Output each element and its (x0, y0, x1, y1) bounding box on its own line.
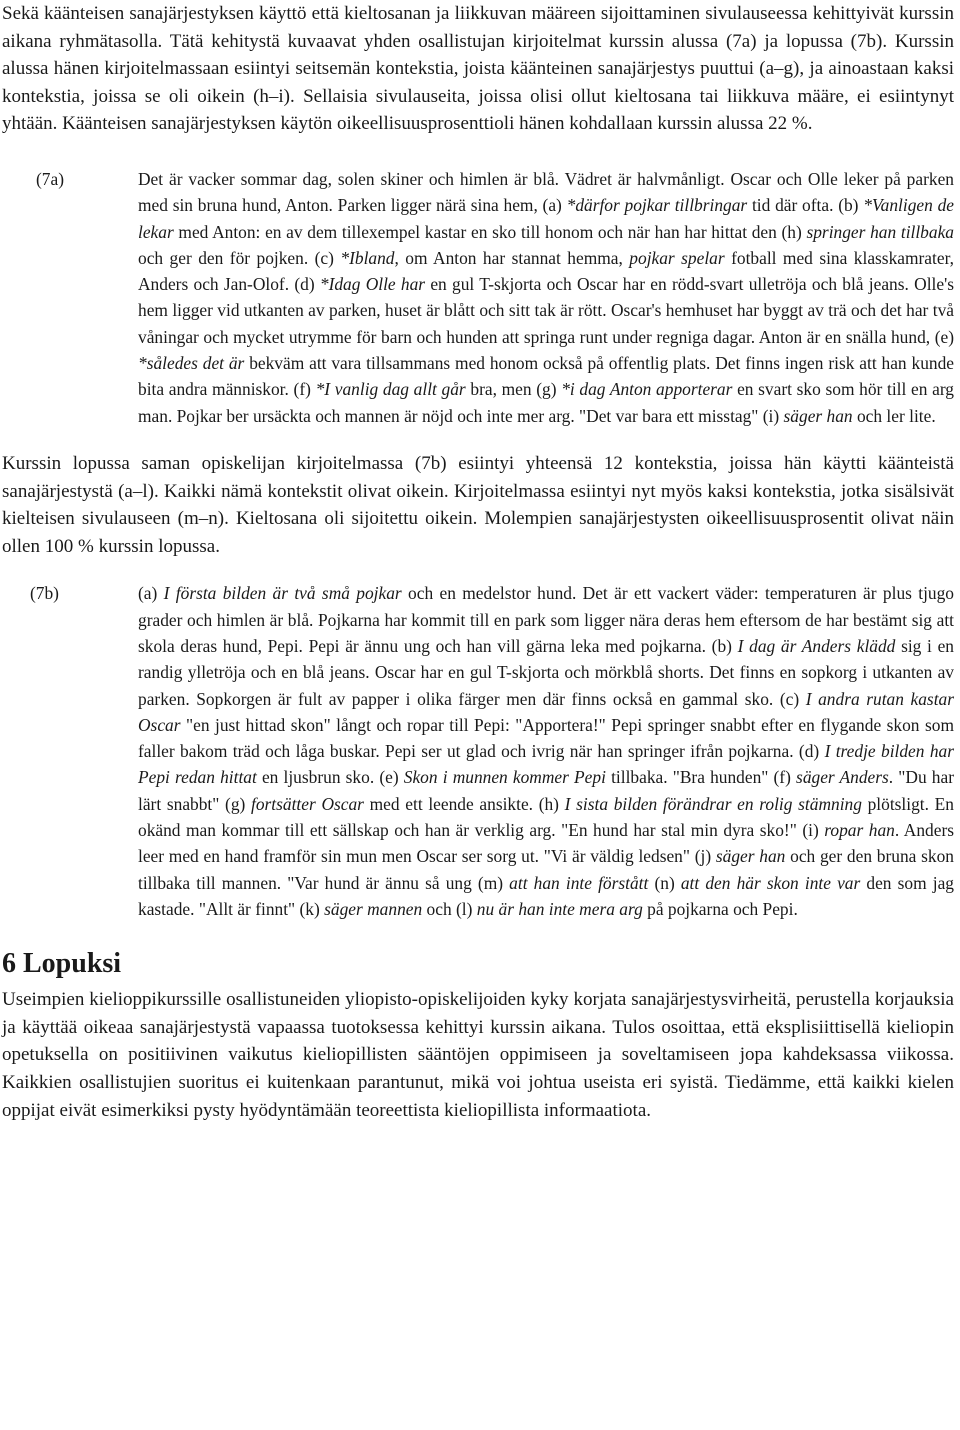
example-7a (36, 166, 955, 429)
example-7b-label: (7b) (30, 583, 59, 604)
example-7a-text: Det är vacker sommar dag, solen skiner och himlen är blå. Vädret är halvmånligt. Oscar och Olle leker på parken med sin bruna hund, Anton. Parken ligger närä sina hem, (a) *därfor pojkar tillbringar tid där ofta. (b) *Vanligen de lekar med Anton: en av dem tillexempel kastar en sko till honom och när han har hittat den (h) springer han tillbaka och ger den för pojken. (c) *Ibland, om Anton har stannat hemma, pojkar spelar fotball med sina klasskamrater, Anders och Jan-Olof. (d) *Idag Olle har en gul T-skjorta och Oscar har en rödd-svart ulletröja och blå jeans. Olle's hem ligger vid utkanten av parken, huset är blått och sitt tak är rött. Oscar's hemhuset har byggt av trä och det har två våningar och mycket utrymme för barn och hunden att springa runt under regniga dagar. Anton är en snälla hund, (e) *således det är bekväm att vara tillsammans med honom också på offentlig plats. Det finns ingen risk att han kunde bita andra människor. (f) *I vanlig dag allt går bra, men (g) *i dag Anton apporterar en svart sko som hör till en arg man. Pojkar ber ursäckta och mannen är nöjd och inte mer arg. "Det var bara ett misstag" (i) säger han och ler lite. (138, 168, 955, 426)
example-7b (30, 580, 955, 922)
paragraph-course-end: Kurssin lopussa saman opiskelijan kirjoitelmassa (7b) esiintyi yhteensä 12 kontekstia, joissa hän käytti käänteistä sanajärjestystä (a–l). Kaikki nämä kontekstit olivat oikein. Kirjoitelmassa esiintyi nyt myös kaksi kontekstia, jotka sisälsivät kielteisen sivulauseen (m–n). Kieltosana oli sijoitettu oikein. Molempien sanajärjestysten oikeellisuusprosentit olivat näin ollen 100 % kurssin lopussa. (2, 452, 954, 557)
section-heading: 6 Lopuksi (2, 948, 122, 980)
paragraph-conclusion: Useimpien kielioppikurssille osallistuneiden yliopisto-opiskelijoiden kyky korjata sanajärjestysvirheitä, perustella korjauksia ja käyttää oikeaa sanajärjestystä vapaassa tuotoksessa kehittyi kurssin aikana. Tulos osoittaa, että eksplisiittisellä kieliopin opetuksella on positiivinen vaikutus kieliopillisten sääntöjen oppimiseen ja soveltamiseen jopa kahdeksassa viikossa. Kaikkien osallistujien suoritus ei kuitenkaan parantunut, mikä voi johtua useista eri syistä. Tiedämme, että kaikki kielen oppijat eivät esimerkiksi pysty hyödyntämään teoreettista kieliopillista informaatiota. (2, 989, 954, 1121)
paragraph-intro: Sekä käänteisen sanajärjestyksen käyttö että kieltosanan ja liikkuvan määreen sijoittaminen sivulauseessa kehittyivät kurssin aikana ryhmätasolla. Tätä kehitystä kuvaavat yhden osallistujan kirjoitelmat kurssin alussa (7a) ja lopussa (7b). Kurssin alussa hänen kirjoitelmassaan esiintyi seitsemän kontekstia, joista käänteinen sanajärjestys puuttui (a–g), ja ainoastaan kaksi kontekstia, joissa se oli oikein (h–i). Sellaisia sivulauseita, joissa olisi ollut kieltosana tai liikkuva määre, ei esiintynyt yhtään. Käänteisen sanajärjestyksen käytön oikeellisuusprosenttioli hänen kohdallaan kurssin alussa 22 %. (2, 3, 954, 135)
example-7b-text: (a) I första bilden är två små pojkar och en medelstor hund. Det är ett vackert väder: temperaturen är plus tjugo grader och himlen är blå. Pojkarna har kommit till en park som ligger nära deras hem eftersom de har bestämt sig att skola deras hund, Pepi. Pepi är ännu ung och han vill gärna leka med pojkarna. (b) I dag är Anders klädd sig i en randig ylletröja och en blå jeans. Oscar har en gul T-skjorta och mörkblå shorts. Det finns en sopkorg i utkanten av parken. Sopkorgen är fult av papper i olika färger men där finns också en gammal sko. (c) I andra rutan kastar Oscar "en just hittad skon" långt och ropar till Pepi: "Apportera!" Pepi springer snabbt efter en flygande skon som faller bakom träd och låga buskar. Pepi ser ut glad och ivrig när han springer ifrån pojkarna. (d) I tredje bilden har Pepi redan hittat en ljusbrun sko. (e) Skon i munnen kommer Pepi tillbaka. "Bra hunden" (f) säger Anders. "Du har lärt snabbt" (g) fortsätter Oscar med ett leende ansikte. (h) I sista bilden förändrar en rolig stämning plötsligt. En okänd man kommar till ett sällskap och han är verklig arg. "En hund har stal min dyra sko!" (i) ropar han. Anders leer med en hand framför sin mun men Oscar ser sorg ut. "Vi är väldig ledsen" (j) säger han och ger den bruna skon tillbaka till mannen. "Var hund är ännu så ung (m) att han inte förstått (n) att den här skon inte var den som jag kastade. "Allt är finnt" (k) säger mannen och (l) nu är han inte mera arg på pojkarna och Pepi. (138, 583, 955, 919)
example-7a-label: (7a) (36, 168, 64, 189)
